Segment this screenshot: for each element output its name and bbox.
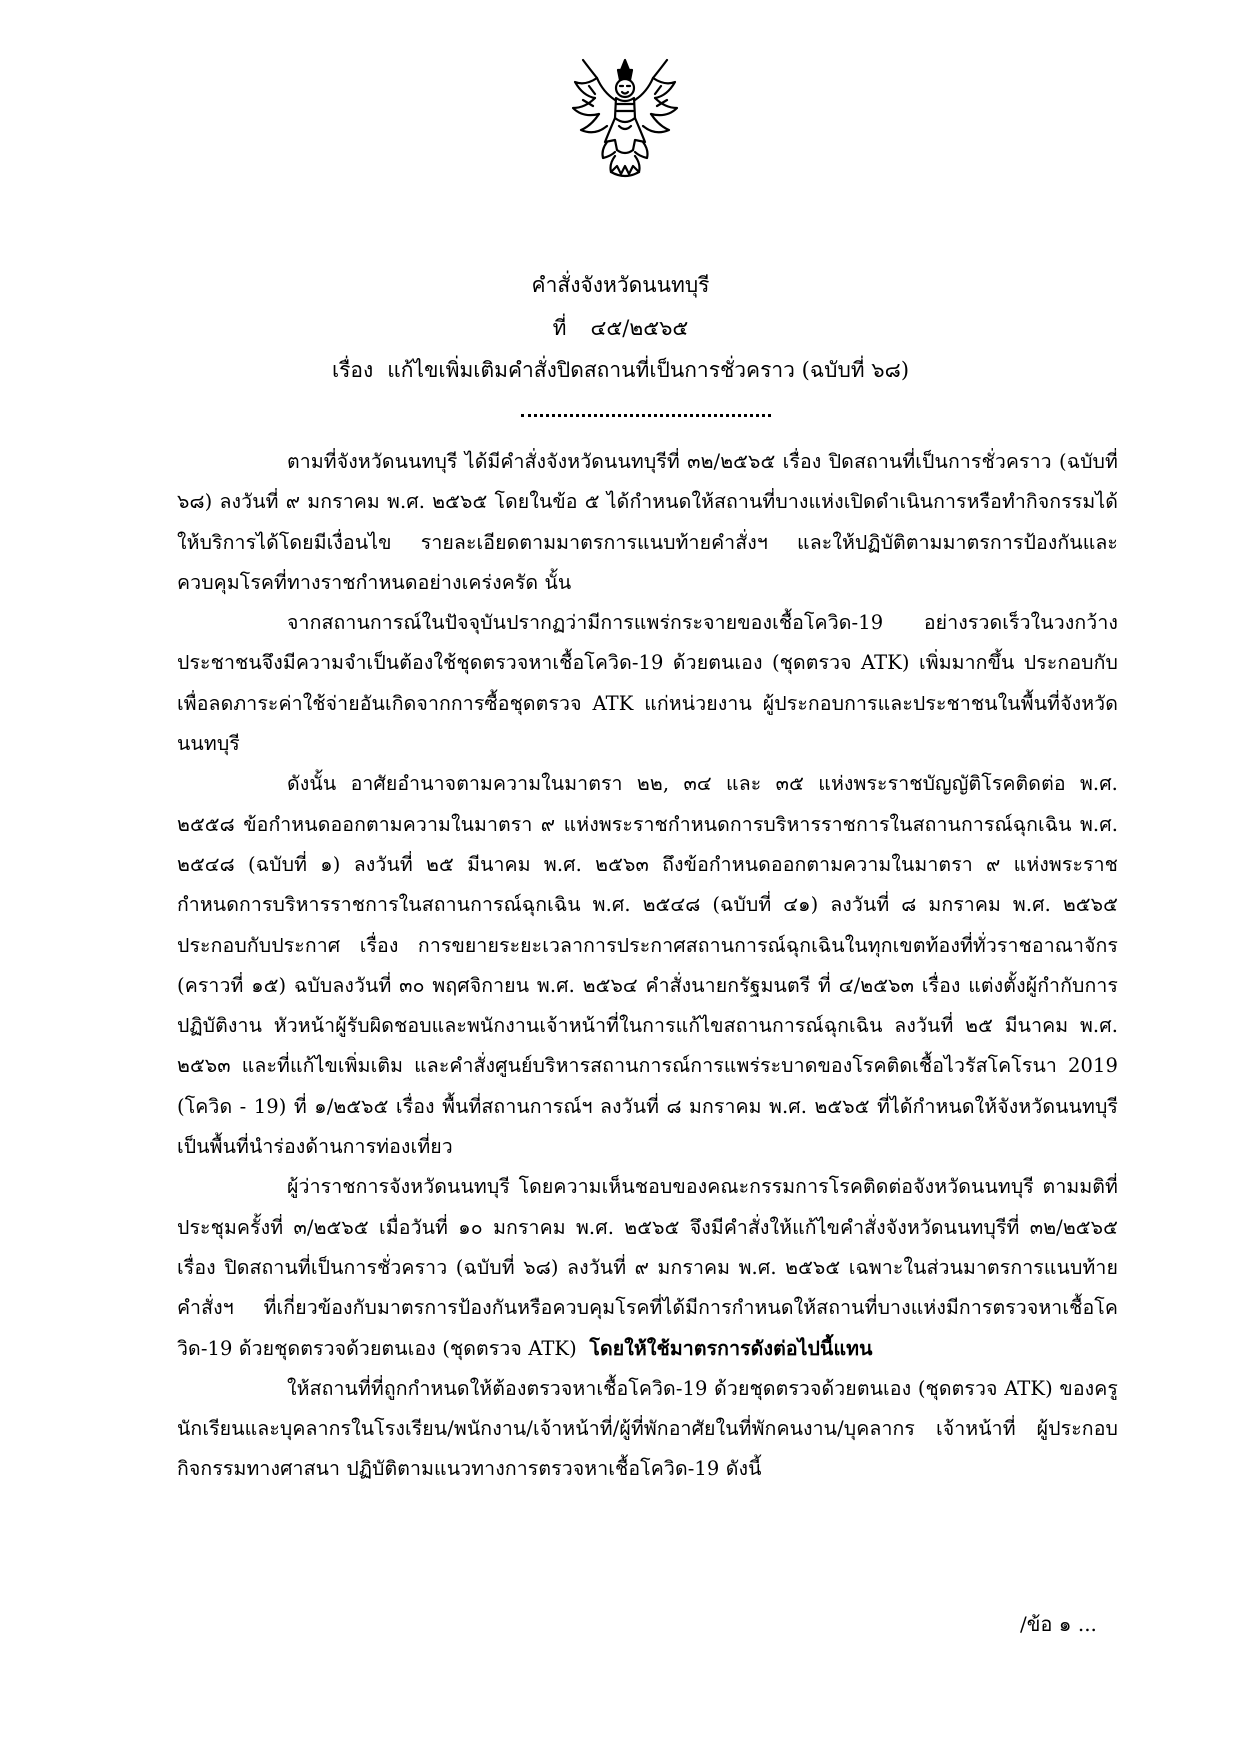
paragraph-1: ตามที่จังหวัดนนทบุรี ได้มีคำสั่งจังหวัดนนทบุรีที่ ๓๒/๒๕๖๕ เรื่อง ปิดสถานที่เป็นการชั่วคราว (ฉบับที่ ๖๘) ลงวันที่ ๙ มกราคม พ.ศ. ๒๕๖๕ โดยในข้อ ๕ ได้กำหนดให้สถานที่บางแห่งเปิดดำเนินการหรือทำกิจกรรมได้ให้บริการได้โดยมีเงื่อนไข รายละเอียดตามมาตรการแนบท้ายคำสั่งฯ และให้ปฏิบัติตามมาตรการป้องกันและควบคุมโรคที่ทางราชกำหนดอย่างเคร่งครัด นั้น [177, 450, 1118, 594]
paragraph-4-text: ผู้ว่าราชการจังหวัดนนทบุรี โดยความเห็นชอบของคณะกรรมการโรคติดต่อจังหวัดนนทบุรี ตามมติที่ประชุมครั้งที่ ๓/๒๕๖๕ เมื่อวันที่ ๑๐ มกราคม พ.ศ. ๒๕๖๕ จึงมีคำสั่งให้แก้ไขคำสั่งจังหวัดนนทบุรีที่ ๓๒/๒๕๖๕ เรื่อง ปิดสถานที่เป็นการชั่วคราว (ฉบับที่ ๖๘) ลงวันที่ ๙ มกราคม พ.ศ. ๒๕๖๕ เฉพาะในส่วนมาตรการแนบท้ายคำสั่งฯ ที่เกี่ยวข้องกับมาตรการป้องกันหรือควบคุมโรคที่ได้มีการกำหนดให้สถานที่บางแห่งมีการตรวจหาเชื้อโควิด-19 ด้วยชุดตรวจด้วยตนเอง (ชุดตรวจ ATK) [177, 1175, 1118, 1360]
paragraph-5: ให้สถานที่ที่ถูกกำหนดให้ต้องตรวจหาเชื้อโควิด-19 ด้วยชุดตรวจด้วยตนเอง (ชุดตรวจ ATK) ของครู นักเรียนและบุคลากรในโรงเรียน/พนักงาน/เจ้าหน้าที่/ผู้ที่พักอาศัยในที่พักคนงาน/บุคลากร เจ้าหน้าที่ ผู้ประกอบกิจกรรมทางศาสนา ปฏิบัติตามแนวทางการตรวจหาเชื้อโควิด-19 ดังนี้ [177, 1376, 1118, 1481]
document-title: คำสั่งจังหวัดนนทบุรี [531, 273, 710, 297]
order-number: ๔๕/๒๕๖๕ [590, 316, 689, 340]
order-number-line [0, 313, 1241, 343]
subject-label: เรื่อง [331, 358, 374, 382]
subject-text: แก้ไขเพิ่มเติมคำสั่งปิดสถานที่เป็นการชั่วคราว (ฉบับที่ ๖๘) [387, 358, 910, 382]
paragraph-4 [177, 1167, 1118, 1368]
order-number-label: ที่ [552, 316, 567, 340]
subject-line [0, 355, 1241, 385]
garuda-emblem-icon [564, 56, 686, 180]
paragraph-2: จากสถานการณ์ในปัจจุบันปรากฏว่ามีการแพร่กระจายของเชื้อโควิด-19 อย่างรวดเร็วในวงกว้าง ประชาชนจึงมีความจำเป็นต้องใช้ชุดตรวจหาเชื้อโควิด-19 ด้วยตนเอง (ชุดตรวจ ATK) เพิ่มมากขึ้น ประกอบกับเพื่อลดภาระค่าใช้จ่ายอันเกิดจากการซื้อชุดตรวจ ATK แก่หน่วยงาน ผู้ประกอบการและประชาชนในพื้นที่จังหวัดนนทบุรี [177, 611, 1118, 756]
paragraph-4-emphasis: โดยให้ใช้มาตรการดังต่อไปนี้แทน [589, 1336, 873, 1360]
next-page-marker: /ข้อ ๑ ... [1020, 1612, 1097, 1636]
dotted-divider [521, 414, 771, 417]
paragraph-3: ดังนั้น อาศัยอำนาจตามความในมาตรา ๒๒, ๓๔ และ ๓๕ แห่งพระราชบัญญัติโรคติดต่อ พ.ศ. ๒๕๕๘ ข้อกำหนดออกตามความในมาตรา ๙ แห่งพระราชกำหนดการบริหารราชการในสถานการณ์ฉุกเฉิน พ.ศ. ๒๕๔๘ (ฉบับที่ ๑) ลงวันที่ ๒๕ มีนาคม พ.ศ. ๒๕๖๓ ถึงข้อกำหนดออกตามความในมาตรา ๙ แห่งพระราชกำหนดการบริหารราชการในสถานการณ์ฉุกเฉิน พ.ศ. ๒๕๔๘ (ฉบับที่ ๔๑) ลงวันที่ ๘ มกราคม พ.ศ. ๒๕๖๕ ประกอบกับประกาศ เรื่อง การขยายระยะเวลาการประกาศสถานการณ์ฉุกเฉินในทุกเขตท้องที่ทั่วราชอาณาจักร (คราวที่ ๑๕) ฉบับลงวันที่ ๓๐ พฤศจิกายน พ.ศ. ๒๕๖๔ คำสั่งนายกรัฐมนตรี ที่ ๔/๒๕๖๓ เรื่อง แต่งตั้งผู้กำกับการปฏิบัติงาน หัวหน้าผู้รับผิดชอบและพนักงานเจ้าหน้าที่ในการแก้ไขสถานการณ์ฉุกเฉิน ลงวันที่ ๒๕ มีนาคม พ.ศ. ๒๕๖๓ และที่แก้ไขเพิ่มเติม และคำสั่งศูนย์บริหารสถานการณ์การแพร่ระบาดของโรคติดเชื้อไวรัสโคโรนา 2019 (โควิด - 19) ที่ ๑/๒๕๖๕ เรื่อง พื้นที่สถานการณ์ฯ ลงวันที่ ๘ มกราคม พ.ศ. ๒๕๖๕ ที่ได้กำหนดให้จังหวัดนนทบุรีเป็นพื้นที่นำร่องด้านการท่องเที่ยว [177, 772, 1118, 1159]
document-body [177, 442, 1118, 1490]
